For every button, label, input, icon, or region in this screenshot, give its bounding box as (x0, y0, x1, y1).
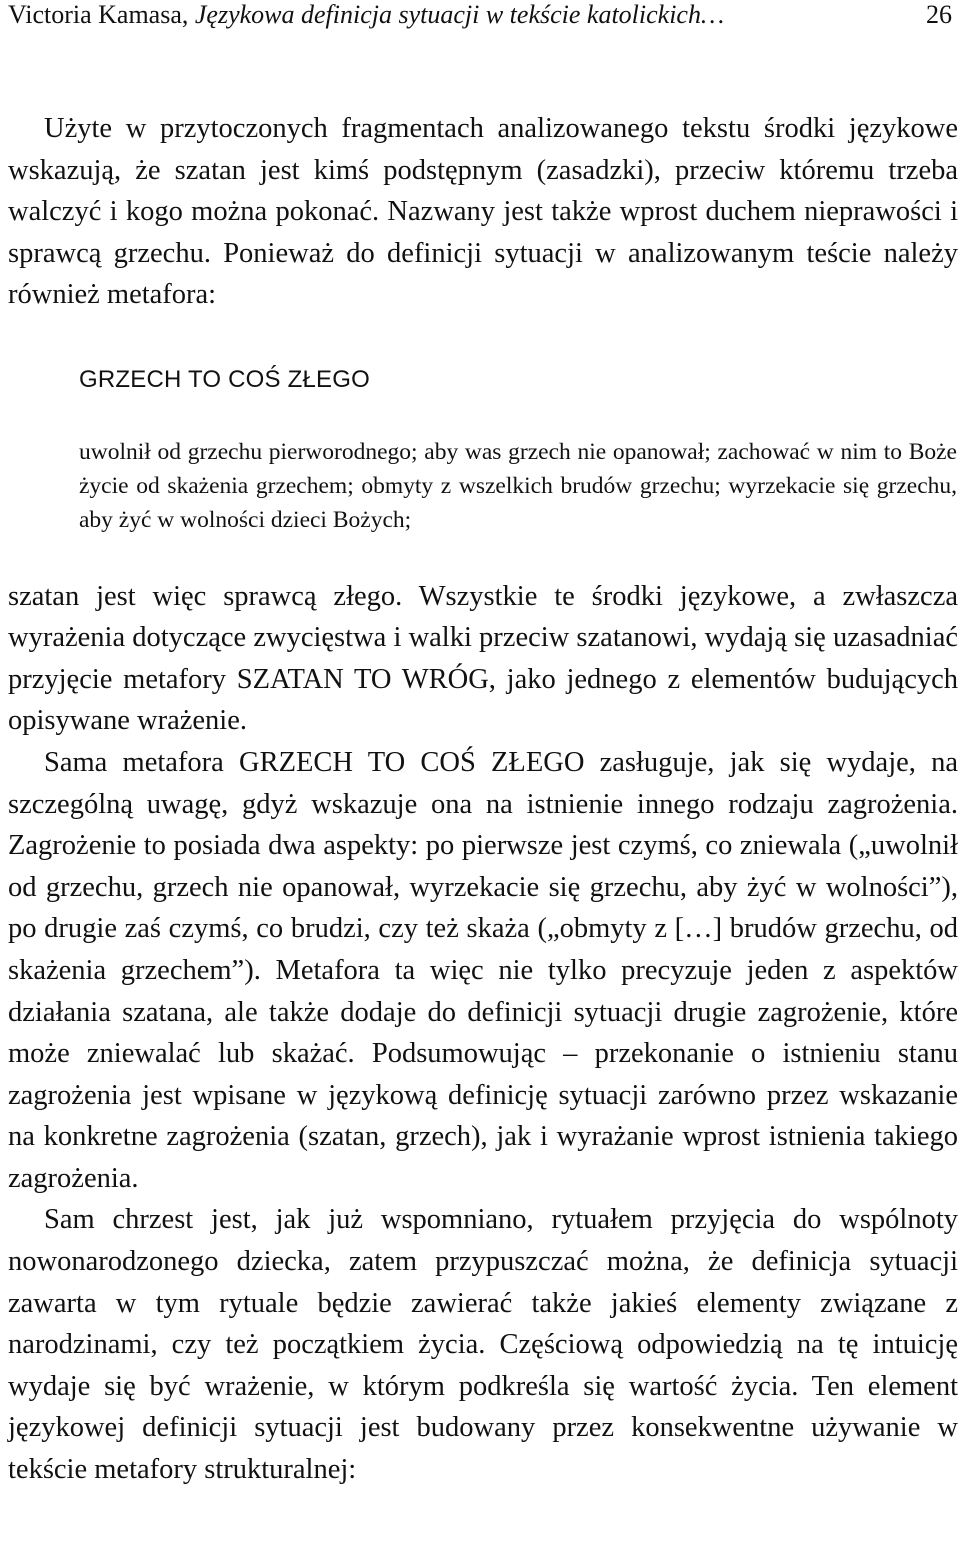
header-author: Victoria Kamasa, (8, 0, 195, 29)
paragraph-1: Użyte w przytoczonych fragmentach analizowanego tekstu środki językowe wskazują, że szatan jest kimś podstępnym (zasadzki), przeciw któremu trzeba walczyć i kogo można pokonać. Nazwany jest także wprost duchem nieprawości i sprawcą grzechu. Ponieważ do definicji sytuacji w analizowanym teście należy również metafora: (8, 113, 958, 311)
header-title: Językowa definicja sytuacji w tekście katolickich… (194, 0, 725, 29)
page-number: 26 (926, 0, 952, 29)
document-page (8, 0, 958, 1491)
metaphor-heading: GRZECH TO COŚ ZŁEGO (79, 365, 370, 393)
paragraph-2: szatan jest więc sprawcą złego. Wszystkie te środki językowe, a zwłaszcza wyrażenia dotyczące zwycięstwa i walki przeciw szatanowi, wydają się uzasadniać przyjęcie metafory SZATAN TO WRÓG, jako jednego z elementów budujących opisywane wrażenie. (8, 580, 958, 737)
running-header (8, 0, 958, 34)
paragraph-4: Sam chrzest jest, jak już wspomniano, rytuałem przyjęcia do wspólnoty nowonarodzonego dziecka, zatem przypuszczać można, że definicja sytuacji zawarta w tym rytuale będzie zawierać także jakieś elementy związane z narodzinami, czy też początkiem życia. Częściową odpowiedzią na tę intuicję wydaje się być wrażenie, w którym podkreśla się wartość życia. Ten element językowej definicji sytuacji jest budowany przez konsekwentne używanie w tekście metafory strukturalnej: (8, 1204, 958, 1486)
quote-block: uwolnił od grzechu pierworodnego; aby was grzech nie opanował; zachować w nim to Boże życie od skażenia grzechem; obmyty z wszelkich brudów grzechu; wyrzekacie się grzechu, aby żyć w wolności dzieci Bożych; (79, 438, 957, 534)
paragraph-3: Sama metafora GRZECH TO COŚ ZŁEGO zasługuje, jak się wydaje, na szczególną uwagę, gdyż wskazuje ona na istnienie innego rodzaju zagrożenia. Zagrożenie to posiada dwa aspekty: po pierwsze jest czymś, co zniewala („uwolnił od grzechu, grzech nie opanował, wyrzekacie się grzechu, aby żyć w wolności”), po drugie zaś czymś, co brudzi, czy też skaża („obmyty z […] brudów grzechu, od skażenia grzechem”). Metafora ta więc nie tylko precyzuje jeden z aspektów działania szatana, ale także dodaje do definicji sytuacji drugie zagrożenie, które może zniewalać lub skażać. Podsumowując – przekonanie o istnieniu stanu zagrożenia jest wpisane w językową definicję sytuacji zarówno przez wskazanie na konkretne zagrożenia (szatan, grzech), jak i wyrażanie wprost istnienia takiego zagrożenia. (8, 746, 958, 1194)
